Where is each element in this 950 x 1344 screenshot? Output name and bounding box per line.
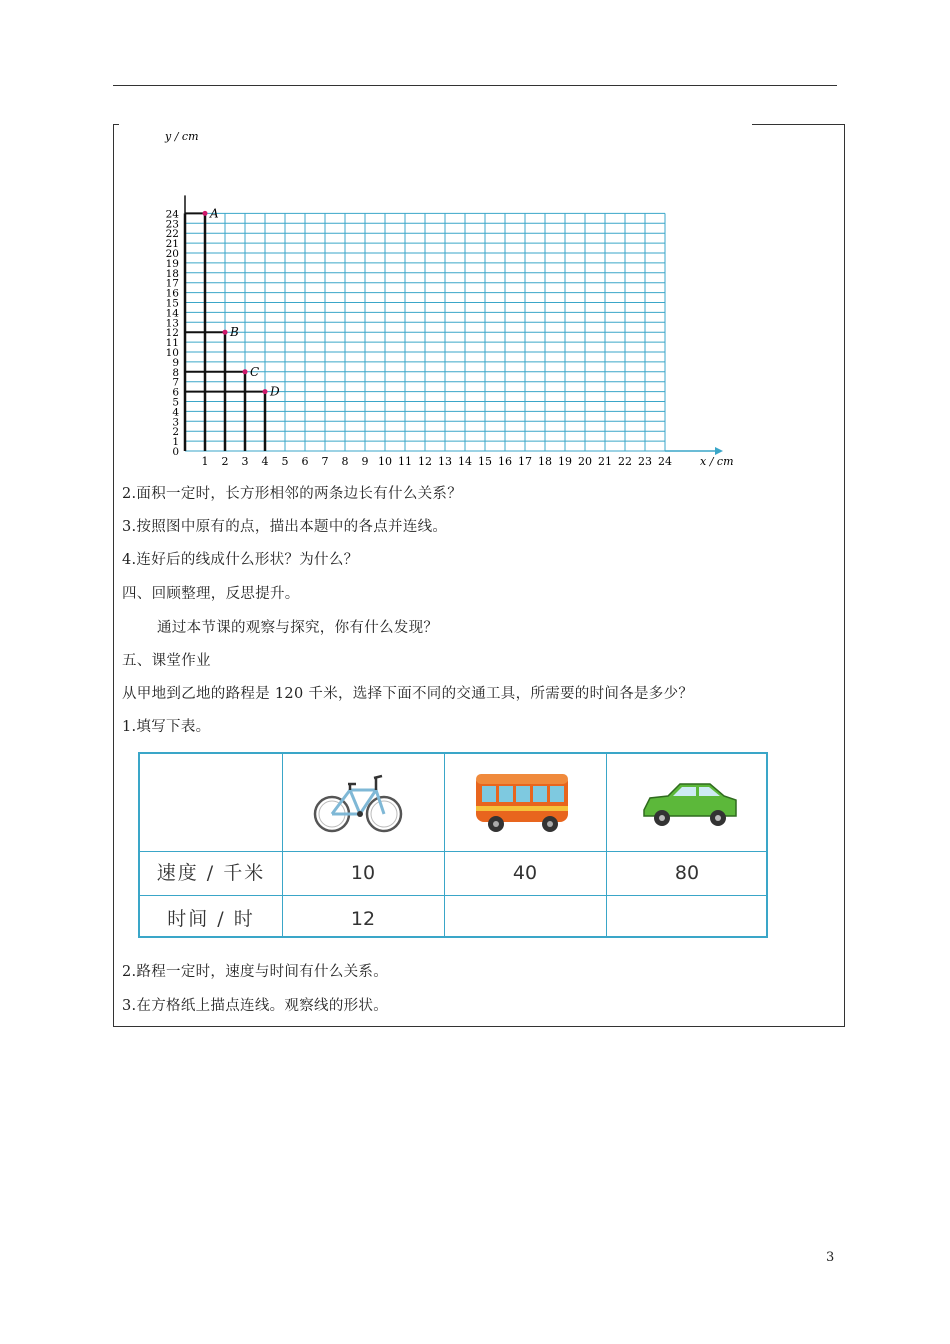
header-rule [113, 85, 837, 86]
section-4-body: 通过本节课的观察与探究，你有什么发现？ [157, 620, 439, 636]
car-icon [640, 776, 740, 836]
x-tick-label: 11 [398, 455, 412, 468]
y-tick-label: 0 [172, 446, 179, 458]
y-tick-label: 10 [165, 347, 179, 359]
x-tick-label: 8 [341, 455, 349, 468]
question-3: 3.按照图中原有的点，描出本题中的各点并连线。 [122, 519, 448, 535]
table-divider [140, 895, 766, 896]
question-2: 2.面积一定时，长方形相邻的两条边长有什么关系？ [122, 486, 463, 502]
y-axis-label: y / cm [165, 130, 199, 143]
x-tick-label: 13 [438, 455, 452, 468]
speed-row-label: 速度 / 千米 [156, 862, 266, 884]
time-bicycle: 12 [350, 908, 376, 930]
y-tick-label: 6 [172, 386, 179, 399]
y-tick-label: 22 [165, 228, 179, 241]
x-tick-label: 9 [361, 455, 369, 468]
data-point [203, 211, 208, 216]
task-3: 3.在方格纸上描点连线。观察线的形状。 [122, 998, 389, 1014]
x-tick-label: 7 [321, 455, 329, 468]
y-tick-label: 23 [165, 218, 179, 231]
table-divider [606, 754, 607, 936]
x-tick-label: 24 [658, 455, 672, 468]
speed-bus: 40 [512, 862, 538, 884]
y-tick-label: 12 [165, 327, 179, 340]
x-tick-label: 17 [518, 455, 532, 468]
point-label: B [230, 325, 239, 340]
section-5-heading: 五、课堂作业 [122, 653, 211, 669]
x-axis-label: x / cm [700, 455, 734, 468]
point-label: C [250, 364, 260, 379]
y-tick-label: 11 [165, 337, 179, 350]
y-tick-label: 2 [172, 426, 179, 439]
y-tick-label: 24 [165, 208, 179, 221]
y-tick-label: 4 [172, 406, 179, 419]
y-tick-label: 20 [165, 248, 179, 260]
x-tick-label: 18 [538, 455, 552, 468]
x-tick-label: 4 [261, 455, 269, 468]
x-tick-label: 6 [301, 455, 309, 468]
y-tick-label: 21 [165, 238, 179, 251]
point-label: A [210, 206, 219, 221]
x-tick-label: 5 [281, 455, 289, 468]
x-tick-label: 19 [558, 455, 572, 468]
area-chart [160, 126, 760, 471]
table-divider [140, 851, 766, 852]
y-tick-label: 13 [165, 317, 179, 330]
y-tick-label: 14 [165, 307, 179, 320]
y-tick-label: 17 [165, 277, 179, 290]
y-tick-label: 8 [172, 366, 179, 379]
x-tick-label: 3 [241, 455, 249, 468]
y-tick-label: 3 [172, 416, 179, 429]
y-tick-label: 1 [172, 436, 179, 449]
y-tick-label: 5 [172, 396, 179, 409]
x-tick-label: 15 [478, 455, 492, 468]
x-tick-label: 14 [458, 455, 472, 468]
speed-bicycle: 10 [350, 862, 376, 884]
x-tick-label: 22 [618, 455, 632, 468]
x-tick-label: 20 [578, 455, 592, 468]
bicycle-icon [312, 770, 404, 840]
x-axis-arrow [715, 447, 723, 455]
y-tick-label: 9 [172, 356, 179, 369]
x-tick-label: 2 [221, 455, 229, 468]
y-tick-label: 7 [172, 376, 179, 389]
x-tick-label: 1 [201, 455, 209, 468]
point-label: D [270, 384, 280, 399]
task-2: 2.路程一定时，速度与时间有什么关系。 [122, 964, 389, 980]
frame-top-edge [113, 124, 119, 125]
y-tick-label: 16 [165, 287, 179, 300]
y-tick-label: 15 [165, 297, 179, 310]
data-point [243, 369, 248, 374]
data-point [263, 389, 268, 394]
bus-icon [472, 766, 574, 840]
grid-chart-svg [160, 126, 760, 471]
section-4-heading: 四、回顾整理，反思提升。 [122, 586, 300, 602]
x-tick-label: 21 [598, 455, 612, 468]
data-point [223, 330, 228, 335]
table-divider [444, 754, 445, 936]
x-tick-label: 23 [638, 455, 652, 468]
y-tick-label: 19 [165, 257, 179, 270]
task-1: 1.填写下表。 [122, 719, 211, 735]
x-tick-label: 12 [418, 455, 432, 468]
time-row-label: 时间 / 时 [167, 908, 255, 930]
speed-time-table [138, 752, 768, 938]
y-tick-label: 18 [165, 267, 179, 280]
section-5-intro: 从甲地到乙地的路程是 120 千米，选择下面不同的交通工具，所需要的时间各是多少？ [122, 686, 694, 702]
page-number: 3 [826, 1250, 835, 1265]
question-4: 4.连好后的线成什么形状？为什么？ [122, 552, 359, 568]
x-tick-label: 10 [378, 455, 392, 468]
x-tick-label: 16 [498, 455, 512, 468]
speed-car: 80 [674, 862, 700, 884]
frame-top-edge [752, 124, 845, 125]
